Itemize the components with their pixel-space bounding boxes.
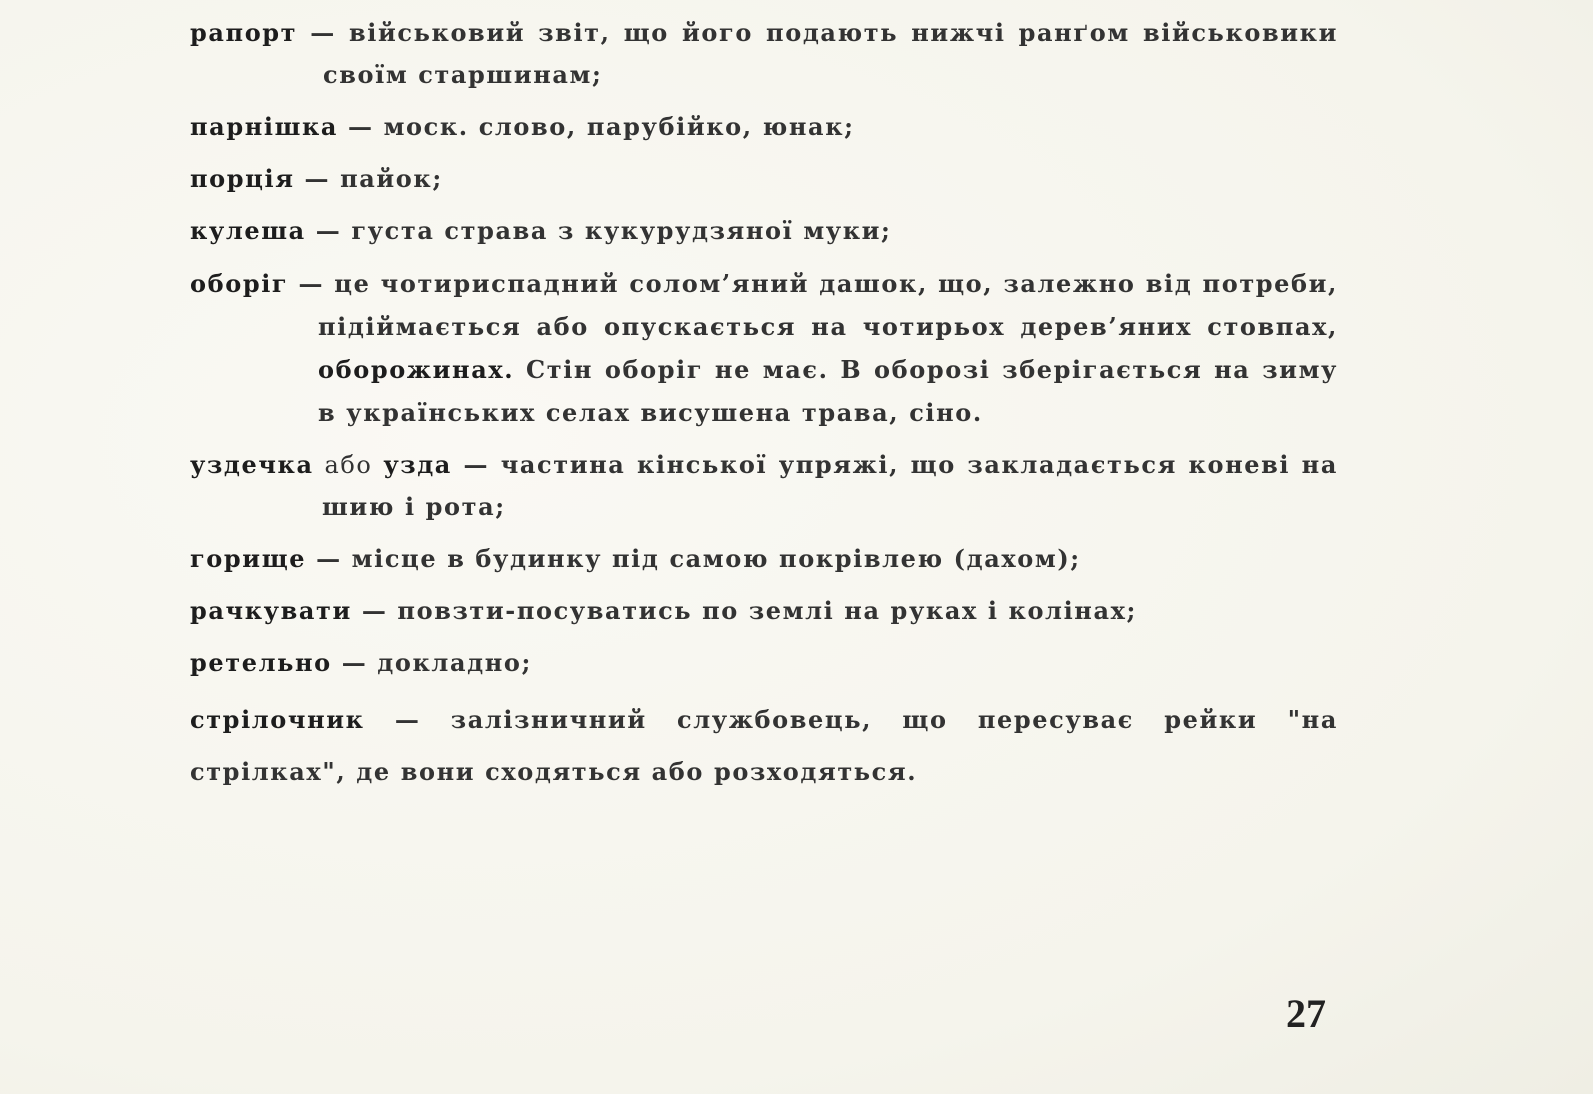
glossary-entry-retelno [190, 642, 1338, 684]
entry-separator: — [364, 705, 451, 734]
entry-separator: — [351, 596, 398, 625]
entry-separator: — [306, 544, 352, 573]
entry-definition: моск. слово, парубійко, юнак; [383, 112, 855, 141]
entry-definition-part1: це чотириспадний солом’яний дашок, що, залежно від потреби, підіймається або опускається на чотирьох дерев’яних стовпах, [318, 269, 1338, 341]
entry-term: рачкувати [190, 596, 352, 625]
glossary-entry-horyshche [190, 538, 1338, 580]
entry-separator: — [331, 648, 378, 677]
entry-definition: повзти-посуватись по землі на руках і колінах; [397, 596, 1137, 625]
entry-definition: пайок; [340, 164, 443, 193]
entry-separator: — [305, 216, 352, 245]
entry-term: стрілочник [190, 705, 365, 734]
entry-definition-part2: Стін оборіг не має. В оборозі зберігається на зиму в українських селах висушена трава, сіно. [318, 355, 1338, 427]
entry-definition: густа страва з кукурудзяної муки; [351, 216, 892, 245]
entry-definition: військовий звіт, що його подають нижчі ранґом військовики своїм старшинам; [323, 18, 1338, 89]
page-number: 27 [1286, 991, 1326, 1036]
entry-separator: — [294, 164, 341, 193]
entry-separator: — [288, 269, 335, 298]
entry-term: оборіг [190, 269, 289, 298]
glossary-entry-kulesha [190, 210, 1338, 252]
entry-term-alt: узда [383, 450, 452, 479]
entry-separator: — [451, 450, 501, 479]
glossary-entry-rachkuvaty [190, 590, 1338, 632]
entry-definition: місце в будинку під самою покрівлею (дахом); [351, 544, 1081, 573]
entry-connector: або [313, 451, 384, 479]
entry-term: кулеша [190, 216, 306, 245]
glossary-entry-oborig [190, 262, 1338, 434]
entry-separator: — [338, 112, 384, 141]
entry-definition: докладно; [377, 648, 532, 677]
entry-term: порція [190, 164, 295, 193]
glossary-entry-portsia [190, 158, 1338, 200]
glossary-entry-strilochnyk [190, 694, 1338, 798]
entry-bold-word: оборожинах. [318, 355, 515, 384]
entry-term: уздечка [190, 450, 314, 479]
entry-definition: залізничний службовець, що пересуває рейки "на стрілках", де вони сходяться або розходяться. [190, 705, 1338, 786]
entry-term: парнішка [190, 112, 339, 141]
entry-term: ретельно [190, 648, 332, 677]
entry-separator: — [297, 18, 350, 47]
entry-term: рапорт [190, 18, 298, 47]
glossary-entry-parnishka [190, 106, 1338, 148]
entry-definition: частина кінської упряжі, що закладається коневі на шию і рота; [322, 450, 1338, 521]
glossary [190, 12, 1338, 798]
glossary-entry-raport [190, 12, 1338, 96]
glossary-entry-uzdechka [190, 444, 1338, 528]
entry-term: горище [190, 544, 307, 573]
